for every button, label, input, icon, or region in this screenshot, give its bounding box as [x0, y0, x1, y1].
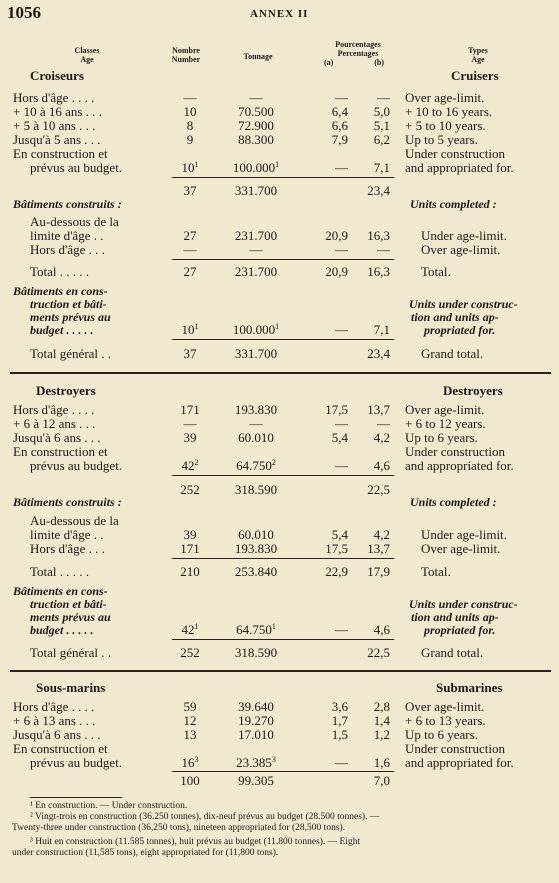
footnote-2-en: Twenty-three under construction (36,250 tons), nineteen appropriated for (28,500 tons). — [12, 823, 346, 833]
row-label-fr: limite d'âge . . — [30, 228, 104, 243]
cell-tonnage: 331.700 — [234, 183, 278, 198]
cell-number: — — [183, 416, 197, 431]
cell-number: 171 — [180, 402, 200, 417]
row-label-en: Over age-limit. — [421, 541, 501, 556]
section-title-en: Destroyers — [443, 383, 503, 398]
footnote-ref: 1 — [275, 160, 280, 169]
cell-pct-a: — — [335, 322, 348, 337]
row-label-en: Over age-limit. — [405, 90, 485, 105]
row-label-fr: Jusqu'à 5 ans . . . — [13, 132, 101, 147]
rule — [172, 339, 394, 340]
footnote-ref: 3 — [194, 755, 199, 764]
table-row — [0, 105, 559, 119]
footnote-ref: 1 — [194, 160, 199, 169]
row-label-fr: Total général . . — [30, 346, 112, 361]
rule — [172, 177, 394, 178]
cell-pct-b: — — [377, 90, 390, 105]
cell-pct-b: 7,1 — [373, 322, 390, 337]
total-row — [0, 265, 559, 279]
table-row — [0, 431, 559, 445]
cell-tonnage: 100.000 — [232, 160, 276, 175]
cell-pct-a: — — [335, 242, 348, 257]
header-tonnage: Tonnage — [243, 52, 273, 61]
cell-pct-b: 4,6 — [373, 458, 390, 473]
header-classes-label: Classes — [74, 46, 100, 55]
cell-pct-b: — — [377, 242, 390, 257]
cell-number: 252 — [180, 482, 200, 497]
table-row — [0, 445, 559, 459]
cell-tonnage: 253.840 — [234, 564, 278, 579]
row-label-fr: ments prévus au — [30, 310, 111, 324]
table-row — [0, 403, 559, 417]
footnote-ref: 1 — [194, 322, 199, 331]
cell-tonnage: 39.640 — [238, 699, 274, 714]
table-row — [0, 459, 559, 473]
table-row — [0, 584, 559, 598]
cell-number: 8 — [186, 118, 194, 133]
cell-pct-a: 22,9 — [325, 564, 348, 579]
footnote-ref: 1 — [271, 622, 276, 631]
completed-heading-row — [0, 495, 559, 509]
header-types — [458, 46, 498, 64]
table-row — [0, 133, 559, 147]
cell-tonnage: — — [249, 90, 263, 105]
cell-number: 39 — [183, 527, 197, 542]
cell-pct-b: 6,2 — [373, 132, 390, 147]
total-row — [0, 565, 559, 579]
table-row — [0, 215, 559, 229]
header-percentages-label: Percentages — [337, 49, 379, 58]
table-row — [0, 623, 559, 637]
table-row — [0, 528, 559, 542]
cell-pct-b: 4,2 — [373, 430, 390, 445]
cell-pct-b: 17,9 — [367, 564, 390, 579]
row-label-fr: truction et bâti- — [30, 597, 107, 611]
row-label-en: Over age-limit. — [405, 699, 485, 714]
table-row — [0, 756, 559, 770]
completed-heading-en: Units completed : — [410, 495, 497, 509]
cell-tonnage: 23.385 — [236, 755, 272, 770]
table-row — [0, 323, 559, 337]
cell-tonnage: 72.900 — [238, 118, 274, 133]
cell-pct-a: 7,9 — [331, 132, 348, 147]
row-label-fr: Hors d'âge . . . . — [13, 699, 95, 714]
footnote-1: ¹ En construction. — Under construction. — [30, 801, 188, 811]
cell-number: 16 — [181, 755, 195, 770]
table-row — [0, 147, 559, 161]
cell-tonnage: 193.830 — [234, 541, 278, 556]
row-label-fr: + 6 à 13 ans . . . — [13, 713, 96, 728]
row-label-en: Over age-limit. — [405, 402, 485, 417]
submarines-title-row — [0, 681, 559, 695]
cell-pct-a: 1,7 — [331, 713, 348, 728]
cell-pct-a: — — [335, 90, 348, 105]
cell-pct-b: 16,3 — [367, 228, 390, 243]
cell-number: 59 — [183, 699, 197, 714]
cell-pct-a: 17,5 — [325, 541, 348, 556]
table-row — [0, 728, 559, 742]
running-head: ANNEX II — [250, 8, 309, 20]
row-label-en: Up to 6 years. — [405, 727, 478, 742]
row-label-en: Under construction — [405, 741, 506, 756]
cell-number: 27 — [183, 264, 197, 279]
cell-pct-a: — — [335, 416, 348, 431]
cell-tonnage: 318.590 — [234, 645, 278, 660]
table-row — [0, 417, 559, 431]
footnote-ref: 3 — [271, 755, 276, 764]
cell-pct-b: 23,4 — [367, 183, 390, 198]
rule — [172, 771, 394, 772]
footnote-ref: 2 — [194, 458, 199, 467]
section-divider — [10, 670, 551, 672]
header-percentages — [318, 40, 398, 67]
cell-number: 42 — [181, 622, 195, 637]
row-label-fr: Jusqu'à 6 ans . . . — [13, 430, 101, 445]
rule — [172, 475, 394, 476]
header-age-label: Age — [80, 55, 94, 64]
row-label-en: Over age-limit. — [421, 242, 501, 257]
table-row — [0, 229, 559, 243]
completed-heading-en: Units completed : — [410, 197, 497, 211]
cell-tonnage: 231.700 — [234, 264, 278, 279]
cell-pct-b: 1,2 — [373, 727, 390, 742]
cell-number: — — [183, 90, 197, 105]
cell-number: 12 — [183, 713, 197, 728]
cell-tonnage: 99.305 — [238, 773, 274, 788]
cell-pct-b: — — [377, 416, 390, 431]
footnote-ref: 2 — [271, 458, 276, 467]
row-label-fr: En construction et — [13, 444, 108, 459]
cell-pct-a: — — [335, 622, 348, 637]
cell-number: — — [183, 242, 197, 257]
row-label-fr: Hors d'âge . . . — [30, 541, 105, 556]
row-label-fr: limite d'âge . . — [30, 527, 104, 542]
row-label-en: and appropriated for. — [405, 458, 514, 473]
row-label-fr: Total . . . . . — [30, 264, 90, 279]
footnote-ref: 1 — [275, 322, 280, 331]
cell-pct-a: 17,5 — [325, 402, 348, 417]
section-divider — [10, 372, 551, 374]
cell-pct-b: 2,8 — [373, 699, 390, 714]
cell-tonnage: 318.590 — [234, 482, 278, 497]
row-label-en: propriated for. — [424, 623, 496, 637]
row-label-fr: En construction et — [13, 741, 108, 756]
completed-heading-row — [0, 197, 559, 211]
rule — [172, 558, 394, 559]
table-row — [0, 161, 559, 175]
cell-pct-a: 20,9 — [325, 228, 348, 243]
footnote-ref: 1 — [194, 622, 199, 631]
row-label-fr: + 6 à 12 ans . . . — [13, 416, 96, 431]
cell-tonnage: — — [249, 416, 263, 431]
cell-number: 171 — [180, 541, 200, 556]
cell-pct-a: — — [335, 458, 348, 473]
cell-pct-b: 13,7 — [367, 402, 390, 417]
row-label-fr: Hors d'âge . . . . — [13, 402, 95, 417]
section-title-fr: Croiseurs — [30, 68, 84, 83]
cell-tonnage: 17.010 — [238, 727, 274, 742]
row-label-fr: + 10 à 16 ans . . . — [13, 104, 102, 119]
row-label-en: Under construction — [405, 146, 506, 161]
row-label-en: Up to 6 years. — [405, 430, 478, 445]
table-row — [0, 310, 559, 324]
cell-number: 210 — [180, 564, 200, 579]
row-label-en: and appropriated for. — [405, 160, 514, 175]
cell-tonnage: 60.010 — [238, 527, 274, 542]
cell-pct-b: 4,2 — [373, 527, 390, 542]
cell-tonnage: 88.300 — [238, 132, 274, 147]
table-row — [0, 297, 559, 311]
rule — [172, 639, 394, 640]
destroyers-title-row — [0, 384, 559, 398]
table-row — [0, 610, 559, 624]
row-label-en: Units under construc- — [409, 297, 518, 311]
row-label-en: Grand total. — [421, 645, 484, 660]
section-title-en: Cruisers — [451, 68, 499, 83]
cell-pct-a: 6,6 — [331, 118, 348, 133]
row-label-fr: Total . . . . . — [30, 564, 90, 579]
cell-number: 13 — [183, 727, 197, 742]
cell-pct-a: — — [335, 160, 348, 175]
grand-total-row — [0, 347, 559, 361]
row-label-fr: budget . . . . . — [30, 623, 94, 637]
cell-pct-b: 5,0 — [373, 104, 390, 119]
row-label-en: Under age-limit. — [421, 527, 507, 542]
cell-pct-b: 23,4 — [367, 346, 390, 361]
table-row — [0, 514, 559, 528]
table-row — [0, 284, 559, 298]
footnote-rule — [30, 797, 122, 798]
row-label-en: + 6 to 13 years. — [405, 713, 486, 728]
cruisers-title-row — [0, 69, 559, 83]
row-label-fr: + 5 à 10 ans . . . — [13, 118, 96, 133]
table-row — [0, 91, 559, 105]
row-label-en: Total. — [421, 564, 451, 579]
cell-number: 9 — [186, 132, 194, 147]
header-number-label: Number — [171, 55, 201, 64]
cell-pct-b: 7,0 — [373, 773, 390, 788]
footnote-3: ³ Huit en construction (11.585 tonnes), huit prévus au budget (11.800 tonnes). — Eight — [30, 837, 361, 847]
subtotal-row — [0, 184, 559, 198]
cell-pct-a: 5,4 — [331, 527, 348, 542]
row-label-en: and appropriated for. — [405, 755, 514, 770]
footnote-2: ² Vingt-trois en construction (36.250 tonnes), dix-neuf prévus au budget (28.500 tonnes). — — [30, 812, 380, 822]
cell-number: 37 — [183, 183, 197, 198]
row-label-en: tion and units ap- — [411, 310, 499, 324]
row-label-fr: budget . . . . . — [30, 323, 94, 337]
row-label-fr: Bâtiments en cons- — [13, 584, 108, 598]
subtotal-row — [0, 774, 559, 788]
row-label-en: Under construction — [405, 444, 506, 459]
table-row — [0, 714, 559, 728]
cell-tonnage: 331.700 — [234, 346, 278, 361]
cell-pct-a: 5,4 — [331, 430, 348, 445]
cell-tonnage: — — [249, 242, 263, 257]
row-label-fr: Bâtiments en cons- — [13, 284, 108, 298]
row-label-en: Up to 5 years. — [405, 132, 478, 147]
cell-tonnage: 64.750 — [236, 458, 272, 473]
cell-pct-b: 16,3 — [367, 264, 390, 279]
cell-pct-a: — — [335, 755, 348, 770]
cell-pct-b: 13,7 — [367, 541, 390, 556]
row-label-en: + 5 to 10 years. — [405, 118, 486, 133]
row-label-fr: prévus au budget. — [30, 755, 123, 770]
cell-tonnage: 70.500 — [238, 104, 274, 119]
completed-heading-fr: Bâtiments construits : — [13, 197, 122, 211]
table-row — [0, 243, 559, 257]
cell-tonnage: 231.700 — [234, 228, 278, 243]
cell-tonnage: 193.830 — [234, 402, 278, 417]
table-row — [0, 542, 559, 556]
row-label-fr: En construction et — [13, 146, 108, 161]
rule — [172, 259, 394, 260]
row-label-fr: Hors d'âge . . . — [30, 242, 105, 257]
row-label-en: propriated for. — [424, 323, 496, 337]
row-label-en: + 6 to 12 years. — [405, 416, 486, 431]
cell-number: 39 — [183, 430, 197, 445]
cell-number: 27 — [183, 228, 197, 243]
table-row — [0, 119, 559, 133]
header-nombre-label: Nombre — [172, 46, 200, 55]
cell-number: 100 — [180, 773, 200, 788]
completed-heading-fr: Bâtiments construits : — [13, 495, 122, 509]
row-label-fr: Au-dessous de la — [30, 513, 119, 528]
cell-number: 252 — [180, 645, 200, 660]
cell-pct-a: 20,9 — [325, 264, 348, 279]
row-label-fr: ments prévus au — [30, 610, 111, 624]
page-number: 1056 — [7, 3, 41, 22]
cell-number: 10 — [183, 104, 197, 119]
header-pourcentages-label: Pourcentages — [335, 40, 381, 49]
row-label-fr: Au-dessous de la — [30, 214, 119, 229]
cell-tonnage: 19.270 — [238, 713, 274, 728]
section-title-fr: Destroyers — [36, 383, 96, 398]
cell-pct-a: 3,6 — [331, 699, 348, 714]
cell-number: 37 — [183, 346, 197, 361]
row-label-fr: prévus au budget. — [30, 458, 123, 473]
row-label-en: tion and units ap- — [411, 610, 499, 624]
cell-pct-a: 1,5 — [331, 727, 348, 742]
row-label-en: + 10 to 16 years. — [405, 104, 493, 119]
table-row — [0, 597, 559, 611]
row-label-fr: truction et bâti- — [30, 297, 107, 311]
cell-number: 10 — [181, 160, 195, 175]
section-title-fr: Sous-marins — [36, 680, 106, 695]
table-row — [0, 742, 559, 756]
row-label-en: Grand total. — [421, 346, 484, 361]
row-label-fr: Total général . . — [30, 645, 112, 660]
cell-pct-b: 4,6 — [373, 622, 390, 637]
header-number — [158, 46, 214, 64]
cell-pct-b: 1,4 — [373, 713, 390, 728]
cell-pct-b: 1,6 — [373, 755, 390, 770]
header-col-a: (a) — [324, 58, 334, 67]
cell-tonnage: 64.750 — [236, 622, 272, 637]
cell-pct-a: 6,4 — [331, 104, 348, 119]
header-types-age-label: Age — [471, 55, 485, 64]
cell-tonnage: 60.010 — [238, 430, 274, 445]
cell-number: 10 — [181, 322, 195, 337]
cell-pct-b: 22,5 — [367, 645, 390, 660]
cell-tonnage: 100.000 — [232, 322, 276, 337]
header-col-b: (b) — [374, 58, 384, 67]
footnote-3-en: under construction (11,585 tons), eight appropriated for (11,800 tons). — [12, 848, 279, 858]
grand-total-row — [0, 646, 559, 660]
cell-pct-b: 7,1 — [373, 160, 390, 175]
header-types-label: Types — [468, 46, 488, 55]
row-label-en: Units under construc- — [409, 597, 518, 611]
section-title-en: Submarines — [436, 680, 503, 695]
cell-pct-b: 22,5 — [367, 482, 390, 497]
table-row — [0, 700, 559, 714]
row-label-en: Total. — [421, 264, 451, 279]
row-label-en: Under age-limit. — [421, 228, 507, 243]
cell-pct-b: 5,1 — [373, 118, 390, 133]
row-label-fr: Hors d'âge . . . . — [13, 90, 95, 105]
row-label-fr: prévus au budget. — [30, 160, 123, 175]
cell-number: 42 — [181, 458, 195, 473]
row-label-fr: Jusqu'à 6 ans . . . — [13, 727, 101, 742]
header-classes — [62, 46, 112, 64]
